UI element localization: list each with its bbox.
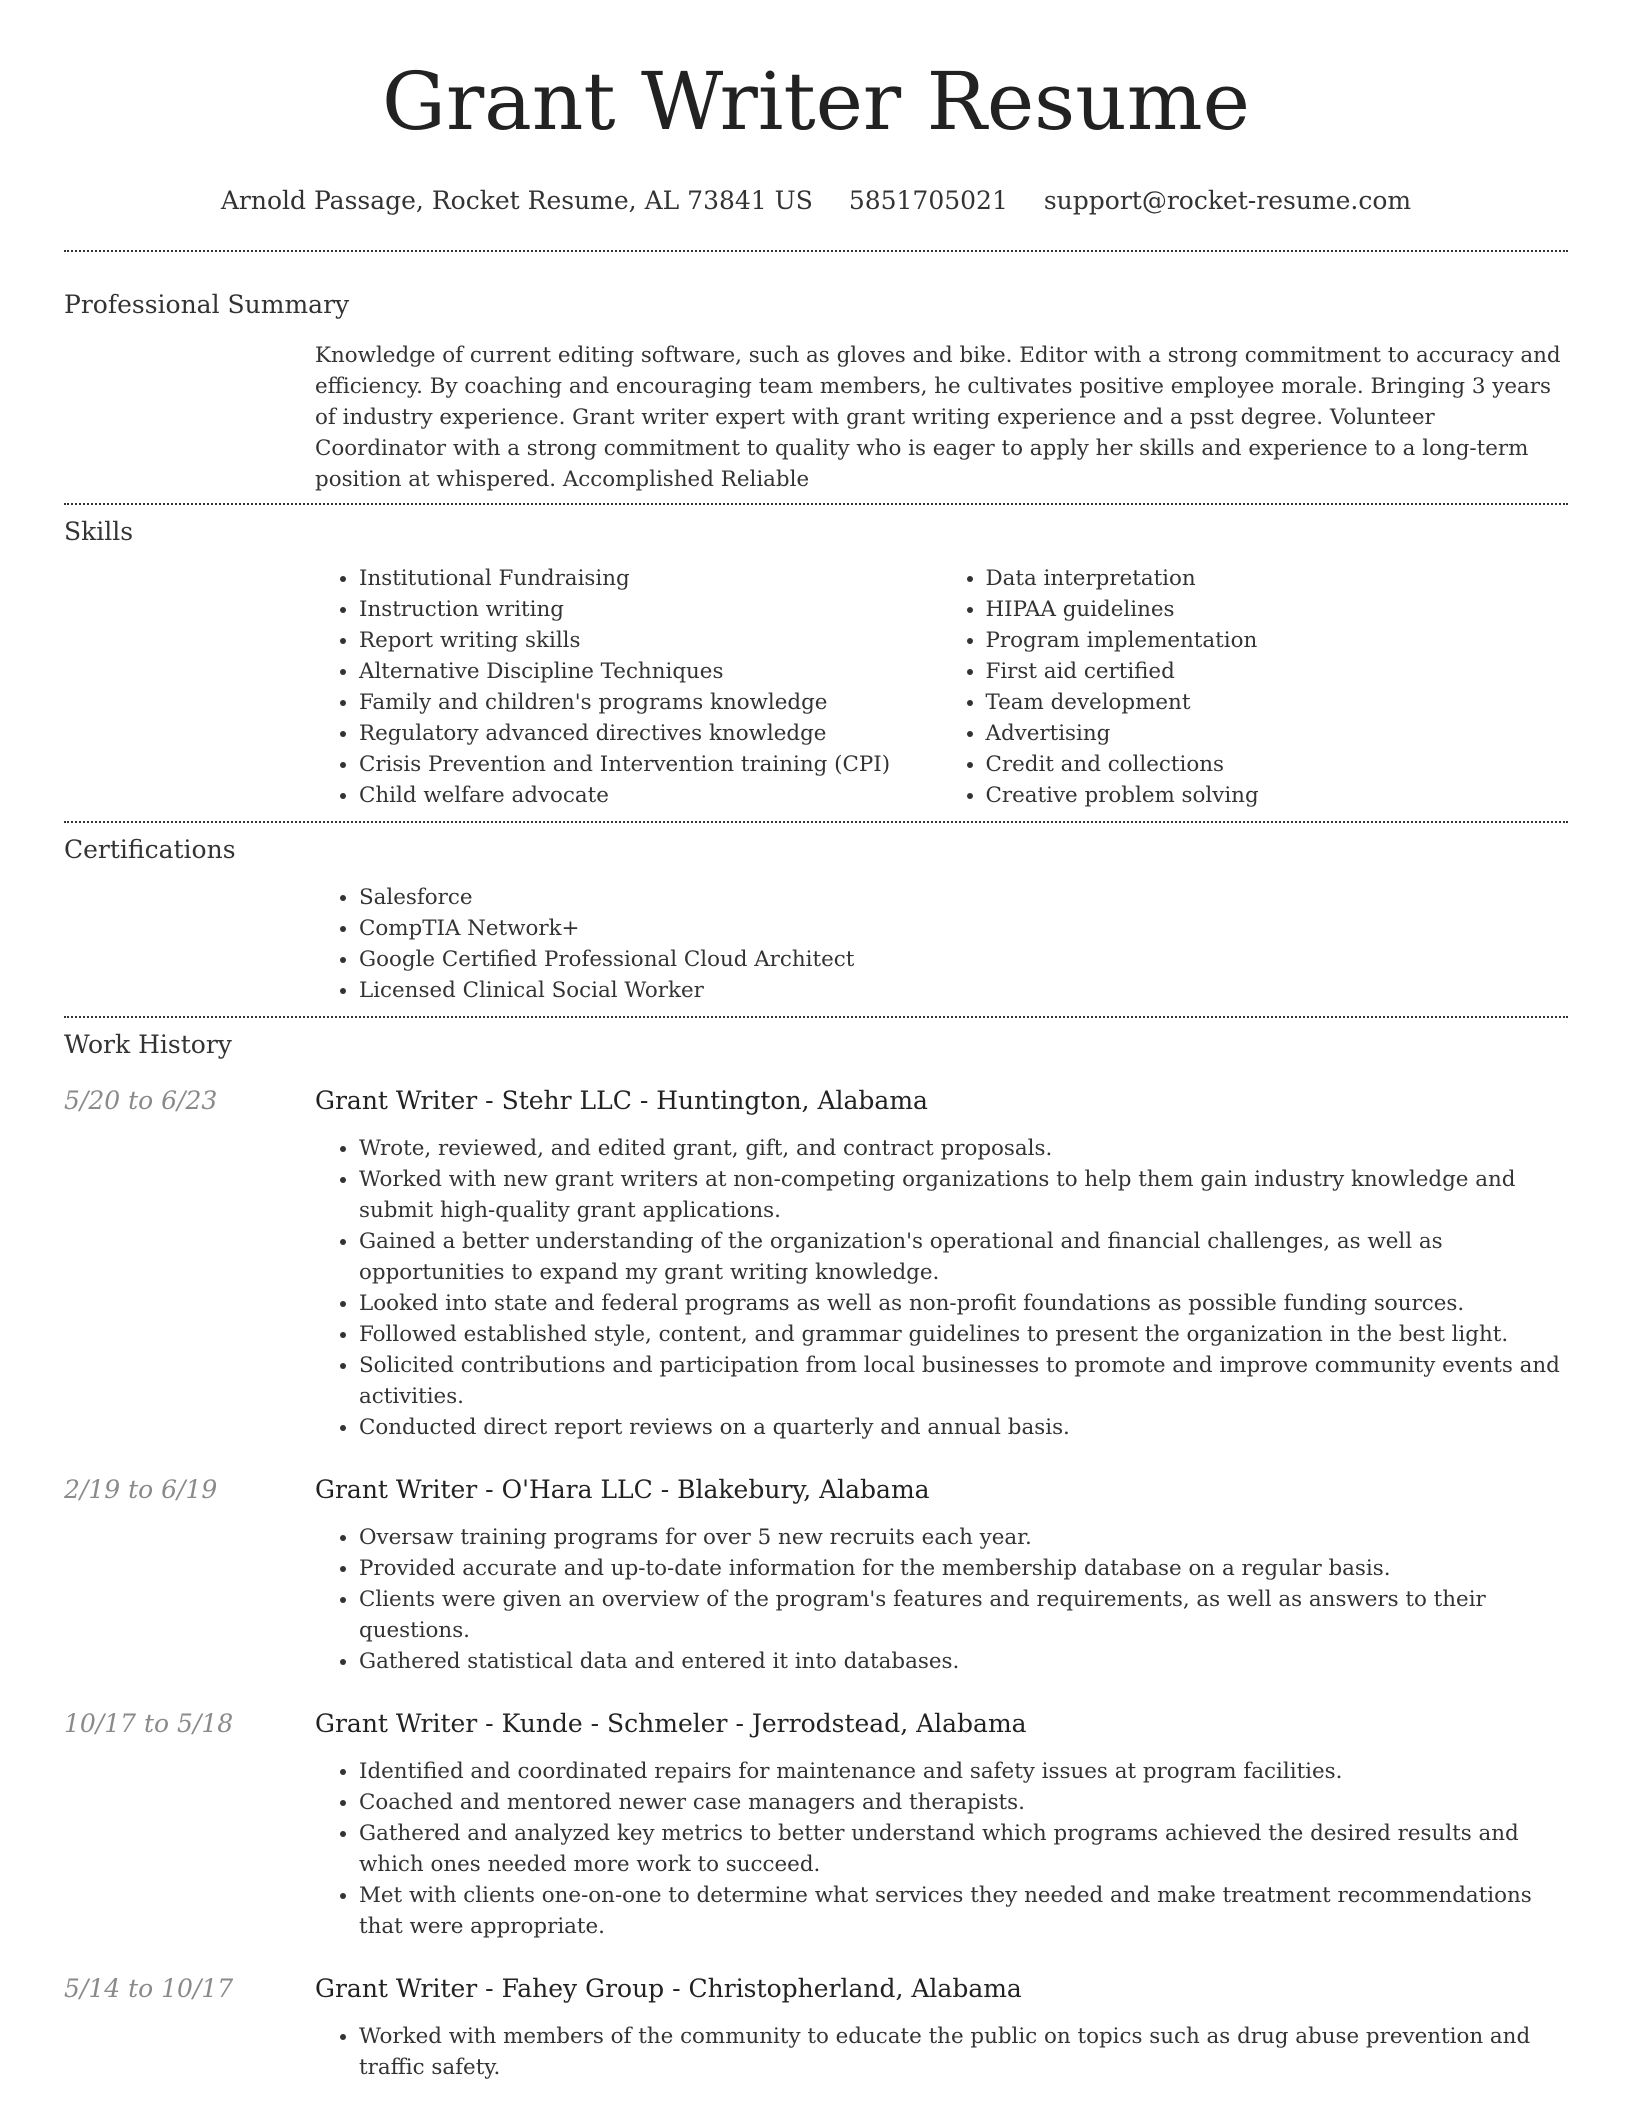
list-item: • Salesforce	[359, 882, 1568, 913]
list-item: • Gathered statistical data and entered it into databases.	[359, 1646, 1568, 1677]
contact-line	[64, 186, 1568, 216]
list-item: • Team development	[986, 687, 1569, 718]
list-item: • Provided accurate and up-to-date information for the membership database on a regular basis.	[359, 1553, 1568, 1584]
work-heading: Work History	[64, 1030, 232, 1059]
list-item: • Creative problem solving	[986, 780, 1569, 811]
contact-address: Arnold Passage, Rocket Resume, AL 73841 US	[220, 186, 813, 215]
job-title: Grant Writer - Stehr LLC - Huntington, Alabama	[315, 1086, 928, 1115]
list-item: • Child welfare advocate	[359, 780, 942, 811]
list-item: • Coached and mentored newer case managers and therapists.	[359, 1787, 1568, 1818]
list-item: • Wrote, reviewed, and edited grant, gift, and contract proposals.	[359, 1133, 1568, 1164]
skills-grid	[315, 563, 1568, 821]
list-item: • Instruction writing	[359, 594, 942, 625]
job-entry	[64, 1974, 1568, 2083]
job-bullets	[315, 2021, 1568, 2083]
page-title: Grant Writer Resume	[382, 55, 1250, 148]
list-item: • Program implementation	[986, 625, 1569, 656]
certifications-list-wrap	[315, 882, 1568, 1016]
job-dates: 5/20 to 6/23	[64, 1086, 218, 1115]
job-bullets	[315, 1756, 1568, 1942]
list-item: • Report writing skills	[359, 625, 942, 656]
list-item: • HIPAA guidelines	[986, 594, 1569, 625]
job-title: Grant Writer - Fahey Group - Christopherland, Alabama	[315, 1974, 1022, 2003]
summary-section	[64, 252, 1568, 503]
list-item: • Regulatory advanced directives knowledge	[359, 718, 942, 749]
summary-text: Knowledge of current editing software, such as gloves and bike. Editor with a strong commitment to accuracy and efficiency. By coaching and encouraging team members, he cultivates positive employee morale. Bringing 3 years of industry experience. Grant writer expert with grant writing experience and a psst degree. Volunteer Coordinator with a strong commitment to quality who is eager to apply her skills and experience to a long-term position at whispered. Accomplished Reliable	[315, 343, 1561, 492]
job-title: Grant Writer - O'Hara LLC - Blakebury, Alabama	[315, 1475, 930, 1504]
certifications-list	[315, 882, 1568, 1006]
list-item: • Conducted direct report reviews on a quarterly and annual basis.	[359, 1412, 1568, 1443]
list-item: • Google Certified Professional Cloud Architect	[359, 944, 1568, 975]
work-section	[64, 1018, 1568, 2083]
list-item: • First aid certified	[986, 656, 1569, 687]
list-item: • Alternative Discipline Techniques	[359, 656, 942, 687]
list-item: • Looked into state and federal programs as well as non-profit foundations as possible funding sources.	[359, 1288, 1568, 1319]
list-item: • Clients were given an overview of the program's features and requirements, as well as answers to their questions.	[359, 1584, 1568, 1646]
job-dates: 5/14 to 10/17	[64, 1974, 234, 2003]
job-dates: 10/17 to 5/18	[64, 1709, 234, 1738]
job-entry	[64, 1709, 1568, 1942]
list-item: • Institutional Fundraising	[359, 563, 942, 594]
list-item: • Met with clients one-on-one to determine what services they needed and make treatment recommendations that were appropriate.	[359, 1880, 1568, 1942]
summary-heading: Professional Summary	[64, 290, 350, 319]
certifications-section	[64, 823, 1568, 1016]
list-item: • Worked with new grant writers at non-competing organizations to help them gain industry knowledge and submit high-quality grant applications.	[359, 1164, 1568, 1226]
contact-phone: 5851705021	[848, 186, 1008, 215]
list-item: • Gained a better understanding of the organization's operational and financial challenges, as well as opportunities to expand my grant writing knowledge.	[359, 1226, 1568, 1288]
list-item: • Licensed Clinical Social Worker	[359, 975, 1568, 1006]
resume-page	[64, 0, 1568, 2101]
contact-email: support@rocket-resume.com	[1043, 186, 1412, 215]
list-item: • Data interpretation	[986, 563, 1569, 594]
list-item: • Advertising	[986, 718, 1569, 749]
list-item: • Oversaw training programs for over 5 new recruits each year.	[359, 1522, 1568, 1553]
skills-list-left	[315, 563, 942, 811]
list-item: • Worked with members of the community to educate the public on topics such as drug abuse prevention and traffic safety.	[359, 2021, 1568, 2083]
job-entry	[64, 1086, 1568, 1443]
skills-section	[64, 505, 1568, 821]
list-item: • Crisis Prevention and Intervention training (CPI)	[359, 749, 942, 780]
list-item: • Solicited contributions and participation from local businesses to promote and improve community events and activities.	[359, 1350, 1568, 1412]
skills-list-right	[942, 563, 1569, 811]
list-item: • Identified and coordinated repairs for maintenance and safety issues at program facilities.	[359, 1756, 1568, 1787]
job-dates: 2/19 to 6/19	[64, 1475, 218, 1504]
list-item: • Credit and collections	[986, 749, 1569, 780]
job-entry	[64, 1475, 1568, 1677]
list-item: • Gathered and analyzed key metrics to better understand which programs achieved the desired results and which ones needed more work to succeed.	[359, 1818, 1568, 1880]
list-item: • CompTIA Network+	[359, 913, 1568, 944]
job-bullets	[315, 1522, 1568, 1677]
job-title: Grant Writer - Kunde - Schmeler - Jerrodstead, Alabama	[315, 1709, 1027, 1738]
list-item: • Followed established style, content, and grammar guidelines to present the organization in the best light.	[359, 1319, 1568, 1350]
certifications-heading: Certifications	[64, 835, 236, 864]
job-bullets	[315, 1133, 1568, 1443]
skills-heading: Skills	[64, 517, 134, 546]
list-item: • Family and children's programs knowledge	[359, 687, 942, 718]
